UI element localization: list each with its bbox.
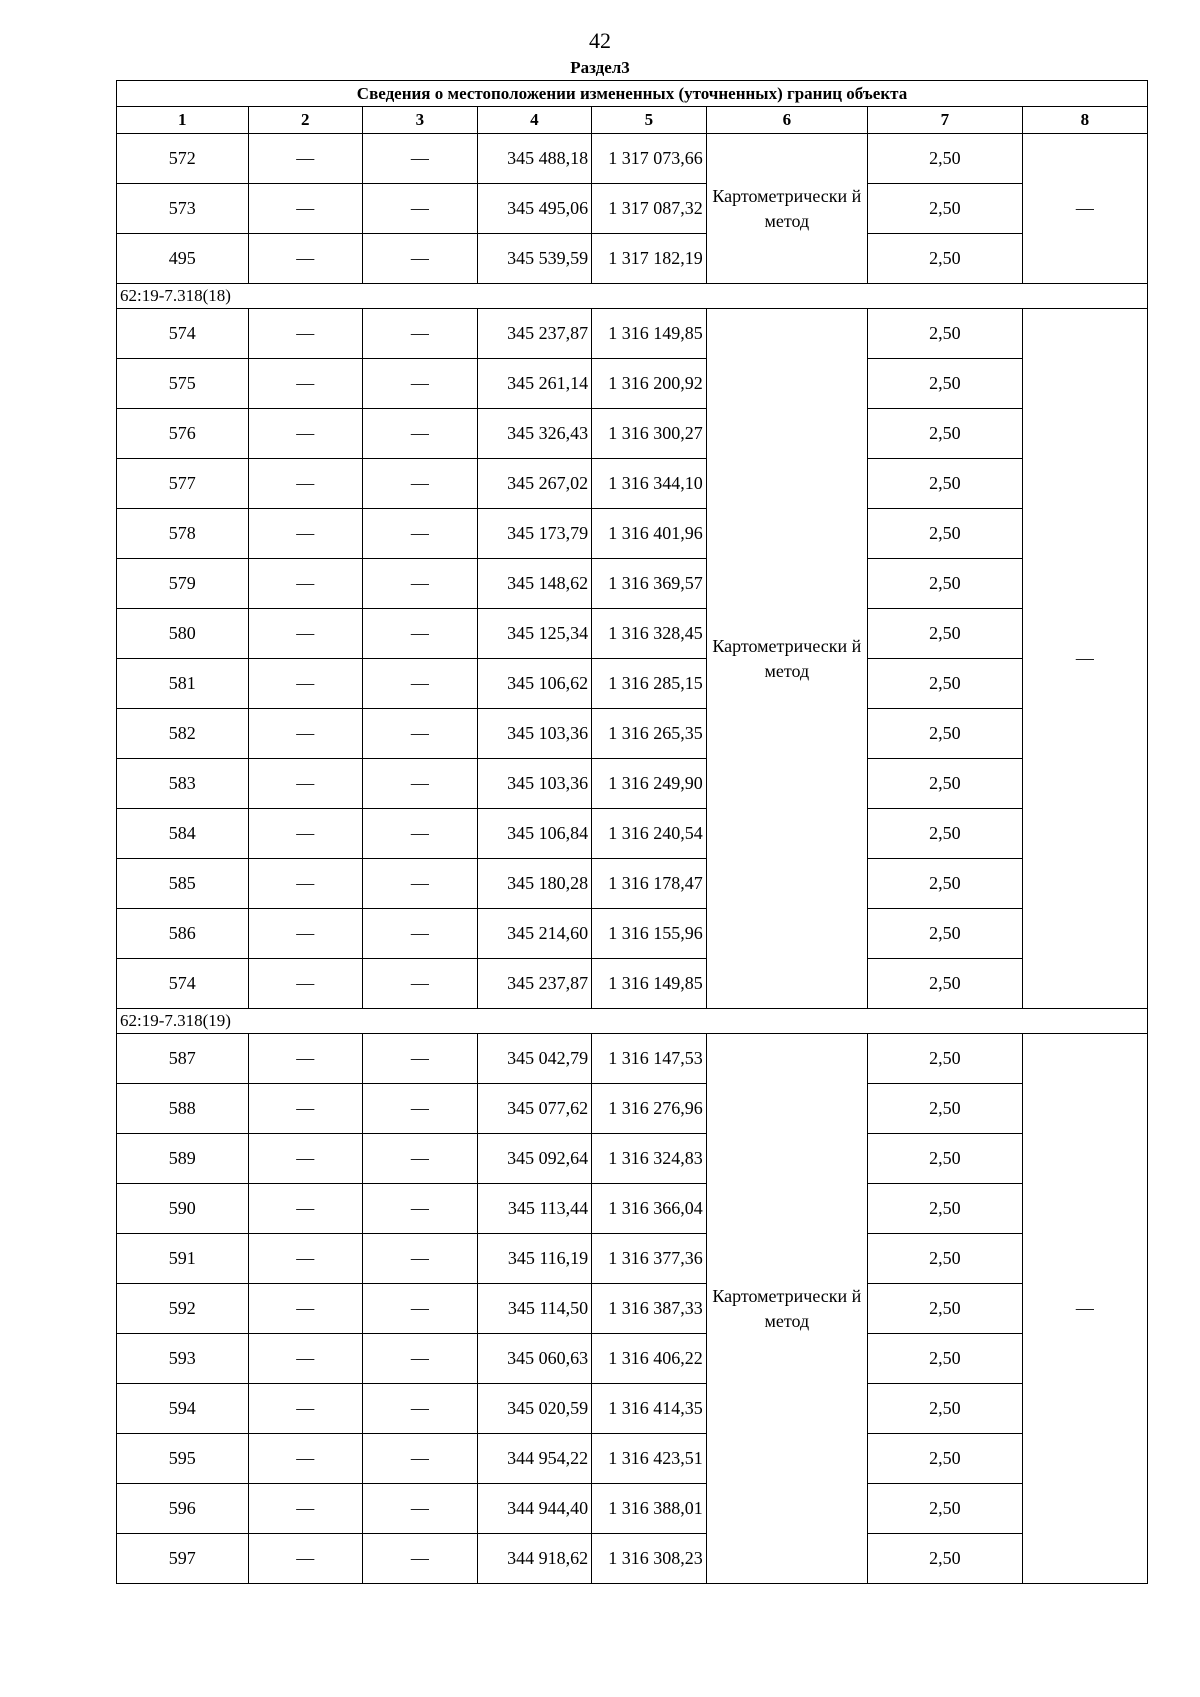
table-row: [117, 859, 1148, 909]
table-row: [117, 359, 1148, 409]
x-coordinate: 345 114,50: [477, 1284, 592, 1334]
point-number: 572: [117, 134, 249, 184]
y-coordinate: 1 316 178,47: [592, 859, 707, 909]
col3-dash: —: [363, 1534, 478, 1584]
col2-dash: —: [248, 1384, 363, 1434]
accuracy: 2,50: [867, 1484, 1022, 1534]
col3-dash: —: [363, 1134, 478, 1184]
col3-dash: —: [363, 1384, 478, 1434]
accuracy: 2,50: [867, 359, 1022, 409]
col3-dash: —: [363, 709, 478, 759]
col2-dash: —: [248, 959, 363, 1009]
point-number: 583: [117, 759, 249, 809]
col2-dash: —: [248, 509, 363, 559]
col3-dash: —: [363, 909, 478, 959]
accuracy: 2,50: [867, 1384, 1022, 1434]
accuracy: 2,50: [867, 909, 1022, 959]
y-coordinate: 1 316 401,96: [592, 509, 707, 559]
point-number: 578: [117, 509, 249, 559]
y-coordinate: 1 316 249,90: [592, 759, 707, 809]
column-number: 5: [592, 107, 707, 134]
col3-dash: —: [363, 809, 478, 859]
table-row: [117, 1484, 1148, 1534]
col3-dash: —: [363, 1484, 478, 1534]
accuracy: 2,50: [867, 509, 1022, 559]
x-coordinate: 345 020,59: [477, 1384, 592, 1434]
column-number: 3: [363, 107, 478, 134]
point-number: 577: [117, 459, 249, 509]
col8-dash: —: [1022, 134, 1147, 284]
col2-dash: —: [248, 909, 363, 959]
table-row: [117, 1284, 1148, 1334]
y-coordinate: 1 316 155,96: [592, 909, 707, 959]
point-number: 581: [117, 659, 249, 709]
group-header-row: [117, 284, 1148, 309]
accuracy: 2,50: [867, 859, 1022, 909]
x-coordinate: 344 944,40: [477, 1484, 592, 1534]
table-row: [117, 1134, 1148, 1184]
col2-dash: —: [248, 234, 363, 284]
x-coordinate: 345 495,06: [477, 184, 592, 234]
group-label: 62:19-7.318(19): [117, 1009, 1148, 1034]
point-number: 597: [117, 1534, 249, 1584]
table-row: [117, 959, 1148, 1009]
col3-dash: —: [363, 859, 478, 909]
point-number: 591: [117, 1234, 249, 1284]
accuracy: 2,50: [867, 234, 1022, 284]
x-coordinate: 345 060,63: [477, 1334, 592, 1384]
y-coordinate: 1 316 285,15: [592, 659, 707, 709]
column-number: 7: [867, 107, 1022, 134]
x-coordinate: 345 148,62: [477, 559, 592, 609]
table-row: [117, 234, 1148, 284]
col3-dash: —: [363, 184, 478, 234]
col2-dash: —: [248, 1284, 363, 1334]
accuracy: 2,50: [867, 1284, 1022, 1334]
y-coordinate: 1 316 240,54: [592, 809, 707, 859]
accuracy: 2,50: [867, 1434, 1022, 1484]
point-number: 586: [117, 909, 249, 959]
col2-dash: —: [248, 459, 363, 509]
y-coordinate: 1 317 073,66: [592, 134, 707, 184]
y-coordinate: 1 316 387,33: [592, 1284, 707, 1334]
col3-dash: —: [363, 959, 478, 1009]
column-number: 8: [1022, 107, 1147, 134]
accuracy: 2,50: [867, 609, 1022, 659]
accuracy: 2,50: [867, 1134, 1022, 1184]
col2-dash: —: [248, 1534, 363, 1584]
x-coordinate: 345 173,79: [477, 509, 592, 559]
x-coordinate: 345 116,19: [477, 1234, 592, 1284]
column-number: 1: [117, 107, 249, 134]
point-number: 574: [117, 959, 249, 1009]
col8-dash: —: [1022, 309, 1147, 1009]
col3-dash: —: [363, 759, 478, 809]
x-coordinate: 345 103,36: [477, 709, 592, 759]
table-row: [117, 809, 1148, 859]
table-row: [117, 409, 1148, 459]
table-row: [117, 184, 1148, 234]
accuracy: 2,50: [867, 184, 1022, 234]
col2-dash: —: [248, 1234, 363, 1284]
y-coordinate: 1 316 406,22: [592, 1334, 707, 1384]
x-coordinate: 345 125,34: [477, 609, 592, 659]
table-row: [117, 1384, 1148, 1434]
col3-dash: —: [363, 134, 478, 184]
accuracy: 2,50: [867, 409, 1022, 459]
accuracy: 2,50: [867, 559, 1022, 609]
accuracy: 2,50: [867, 309, 1022, 359]
col8-dash: —: [1022, 1034, 1147, 1584]
x-coordinate: 345 539,59: [477, 234, 592, 284]
table-row: [117, 1184, 1148, 1234]
y-coordinate: 1 316 414,35: [592, 1384, 707, 1434]
x-coordinate: 345 261,14: [477, 359, 592, 409]
y-coordinate: 1 316 324,83: [592, 1134, 707, 1184]
col2-dash: —: [248, 184, 363, 234]
y-coordinate: 1 316 366,04: [592, 1184, 707, 1234]
x-coordinate: 345 113,44: [477, 1184, 592, 1234]
accuracy: 2,50: [867, 959, 1022, 1009]
page-number: 42: [589, 28, 611, 53]
y-coordinate: 1 316 200,92: [592, 359, 707, 409]
x-coordinate: 344 918,62: [477, 1534, 592, 1584]
group-header-row: [117, 1009, 1148, 1034]
table-row: [117, 134, 1148, 184]
point-number: 495: [117, 234, 249, 284]
col2-dash: —: [248, 759, 363, 809]
method-cell: Картометрически й метод: [706, 134, 867, 284]
point-number: 589: [117, 1134, 249, 1184]
point-number: 594: [117, 1384, 249, 1434]
x-coordinate: 345 106,62: [477, 659, 592, 709]
column-number: 6: [706, 107, 867, 134]
col2-dash: —: [248, 859, 363, 909]
table-row: [117, 1034, 1148, 1084]
x-coordinate: 345 326,43: [477, 409, 592, 459]
col3-dash: —: [363, 309, 478, 359]
table-row: [117, 559, 1148, 609]
point-number: 584: [117, 809, 249, 859]
col2-dash: —: [248, 809, 363, 859]
y-coordinate: 1 316 308,23: [592, 1534, 707, 1584]
point-number: 576: [117, 409, 249, 459]
x-coordinate: 345 077,62: [477, 1084, 592, 1134]
point-number: 574: [117, 309, 249, 359]
col3-dash: —: [363, 359, 478, 409]
x-coordinate: 345 267,02: [477, 459, 592, 509]
col2-dash: —: [248, 359, 363, 409]
accuracy: 2,50: [867, 1034, 1022, 1084]
col2-dash: —: [248, 1334, 363, 1384]
x-coordinate: 345 180,28: [477, 859, 592, 909]
x-coordinate: 345 214,60: [477, 909, 592, 959]
point-number: 573: [117, 184, 249, 234]
col2-dash: —: [248, 1034, 363, 1084]
accuracy: 2,50: [867, 134, 1022, 184]
y-coordinate: 1 316 300,27: [592, 409, 707, 459]
col3-dash: —: [363, 1334, 478, 1384]
table-row: [117, 1084, 1148, 1134]
y-coordinate: 1 316 276,96: [592, 1084, 707, 1134]
col2-dash: —: [248, 659, 363, 709]
col2-dash: —: [248, 309, 363, 359]
method-cell: Картометрически й метод: [706, 1034, 867, 1584]
column-number: 2: [248, 107, 363, 134]
y-coordinate: 1 317 087,32: [592, 184, 707, 234]
table-row: [117, 1234, 1148, 1284]
col2-dash: —: [248, 1084, 363, 1134]
accuracy: 2,50: [867, 1534, 1022, 1584]
accuracy: 2,50: [867, 809, 1022, 859]
table-row: [117, 659, 1148, 709]
point-number: 588: [117, 1084, 249, 1134]
col3-dash: —: [363, 1234, 478, 1284]
accuracy: 2,50: [867, 1184, 1022, 1234]
col2-dash: —: [248, 1134, 363, 1184]
point-number: 582: [117, 709, 249, 759]
table-row: [117, 309, 1148, 359]
table-row: [117, 509, 1148, 559]
column-number: 4: [477, 107, 592, 134]
col2-dash: —: [248, 559, 363, 609]
col2-dash: —: [248, 134, 363, 184]
accuracy: 2,50: [867, 459, 1022, 509]
method-cell: Картометрически й метод: [706, 309, 867, 1009]
y-coordinate: 1 316 147,53: [592, 1034, 707, 1084]
col3-dash: —: [363, 1034, 478, 1084]
col3-dash: —: [363, 609, 478, 659]
accuracy: 2,50: [867, 709, 1022, 759]
accuracy: 2,50: [867, 759, 1022, 809]
y-coordinate: 1 316 423,51: [592, 1434, 707, 1484]
accuracy: 2,50: [867, 1334, 1022, 1384]
x-coordinate: 345 042,79: [477, 1034, 592, 1084]
col3-dash: —: [363, 1434, 478, 1484]
point-number: 595: [117, 1434, 249, 1484]
col3-dash: —: [363, 1084, 478, 1134]
table-row: [117, 709, 1148, 759]
point-number: 580: [117, 609, 249, 659]
col3-dash: —: [363, 509, 478, 559]
x-coordinate: 344 954,22: [477, 1434, 592, 1484]
y-coordinate: 1 316 149,85: [592, 959, 707, 1009]
y-coordinate: 1 316 265,35: [592, 709, 707, 759]
point-number: 593: [117, 1334, 249, 1384]
point-number: 587: [117, 1034, 249, 1084]
col2-dash: —: [248, 409, 363, 459]
y-coordinate: 1 316 328,45: [592, 609, 707, 659]
point-number: 592: [117, 1284, 249, 1334]
x-coordinate: 345 237,87: [477, 959, 592, 1009]
accuracy: 2,50: [867, 659, 1022, 709]
section-title: Раздел3: [570, 58, 630, 77]
y-coordinate: 1 316 388,01: [592, 1484, 707, 1534]
col3-dash: —: [363, 459, 478, 509]
y-coordinate: 1 316 377,36: [592, 1234, 707, 1284]
table-row: [117, 1334, 1148, 1384]
point-number: 585: [117, 859, 249, 909]
col2-dash: —: [248, 1434, 363, 1484]
point-number: 596: [117, 1484, 249, 1534]
table-caption: Сведения о местоположении измененных (уточненных) границ объекта: [117, 81, 1148, 107]
x-coordinate: 345 488,18: [477, 134, 592, 184]
boundary-coordinates-table: [116, 80, 1148, 1584]
x-coordinate: 345 103,36: [477, 759, 592, 809]
accuracy: 2,50: [867, 1234, 1022, 1284]
point-number: 579: [117, 559, 249, 609]
col2-dash: —: [248, 1484, 363, 1534]
x-coordinate: 345 106,84: [477, 809, 592, 859]
y-coordinate: 1 316 344,10: [592, 459, 707, 509]
table-row: [117, 459, 1148, 509]
x-coordinate: 345 237,87: [477, 309, 592, 359]
col3-dash: —: [363, 1184, 478, 1234]
y-coordinate: 1 316 369,57: [592, 559, 707, 609]
col2-dash: —: [248, 1184, 363, 1234]
col3-dash: —: [363, 234, 478, 284]
table-row: [117, 1434, 1148, 1484]
group-label: 62:19-7.318(18): [117, 284, 1148, 309]
x-coordinate: 345 092,64: [477, 1134, 592, 1184]
table-row: [117, 909, 1148, 959]
table-row: [117, 759, 1148, 809]
col2-dash: —: [248, 609, 363, 659]
table-row: [117, 609, 1148, 659]
y-coordinate: 1 316 149,85: [592, 309, 707, 359]
col2-dash: —: [248, 709, 363, 759]
col3-dash: —: [363, 1284, 478, 1334]
table-row: [117, 1534, 1148, 1584]
col3-dash: —: [363, 409, 478, 459]
point-number: 575: [117, 359, 249, 409]
accuracy: 2,50: [867, 1084, 1022, 1134]
point-number: 590: [117, 1184, 249, 1234]
col3-dash: —: [363, 559, 478, 609]
y-coordinate: 1 317 182,19: [592, 234, 707, 284]
col3-dash: —: [363, 659, 478, 709]
